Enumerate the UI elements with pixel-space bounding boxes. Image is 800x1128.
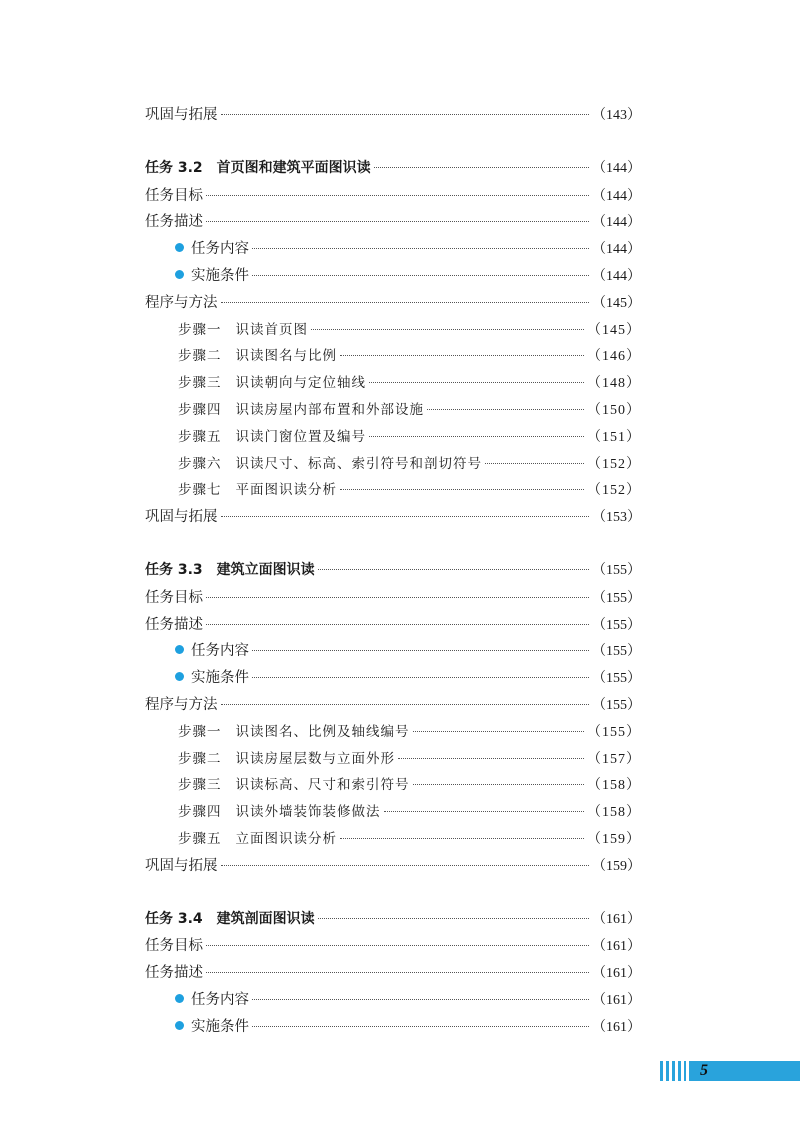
toc-entry-title: 识读尺寸、标高、索引符号和剖切符号 [235, 455, 482, 472]
toc-entry[interactable] [145, 505, 641, 532]
toc-page-number: （144） [592, 268, 641, 284]
dot-leader [221, 703, 590, 705]
dot-leader [384, 810, 585, 812]
dot-leader [398, 757, 584, 759]
bullet-icon [175, 1021, 184, 1030]
toc-entry-title: 识读首页图 [235, 321, 308, 338]
dot-leader [318, 917, 589, 919]
toc-entry[interactable] [145, 800, 641, 827]
toc-entry[interactable] [145, 291, 641, 318]
dot-leader [369, 381, 584, 383]
toc-entry-title: 巩固与拓展 [145, 107, 218, 123]
toc-step-number: 步骤四 [178, 804, 222, 821]
dot-leader [252, 998, 589, 1000]
toc-entry[interactable] [145, 908, 641, 935]
toc-page-number: （153） [592, 510, 641, 526]
toc-page-number: （155） [587, 724, 641, 740]
toc-step-number: 步骤一 [178, 321, 222, 338]
page-number: 5 [700, 1062, 708, 1079]
toc-entry[interactable] [145, 666, 641, 693]
toc-page-number: （148） [587, 376, 641, 392]
toc-step-number: 步骤二 [178, 750, 222, 767]
toc-page-number: （155） [592, 697, 641, 713]
dot-leader [206, 623, 589, 625]
toc-entry-title: 任务 3.3 建筑立面图识读 [145, 561, 315, 578]
toc-entry-title: 程序与方法 [145, 696, 218, 713]
toc-entry-title: 任务目标 [145, 589, 203, 606]
toc-entry[interactable] [145, 1015, 641, 1042]
toc-step-number: 步骤五 [178, 830, 222, 847]
toc-page-number: （144） [592, 215, 641, 231]
toc-entry[interactable] [145, 210, 641, 237]
page-footer [660, 1061, 800, 1081]
table-of-contents [145, 103, 641, 1042]
dot-leader [374, 166, 589, 168]
toc-entry[interactable] [145, 184, 641, 211]
toc-step-number: 步骤六 [178, 455, 222, 472]
toc-entry[interactable] [145, 613, 641, 640]
toc-page-number: （157） [587, 751, 641, 767]
toc-step-number: 步骤五 [178, 428, 222, 445]
dot-leader [252, 676, 589, 678]
toc-entry[interactable] [145, 988, 641, 1015]
toc-page-number: （158） [587, 805, 641, 821]
toc-entry[interactable] [145, 398, 641, 425]
toc-entry-title: 识读房屋层数与立面外形 [235, 750, 395, 767]
toc-page-number: （161） [592, 1019, 641, 1035]
toc-page-number: （161） [592, 939, 641, 955]
dot-leader [206, 944, 589, 946]
dot-leader [427, 408, 584, 410]
dot-leader [206, 194, 589, 196]
dot-leader [311, 328, 584, 330]
bullet-icon [175, 645, 184, 654]
toc-entry-title: 实施条件 [191, 670, 249, 687]
toc-entry-title: 任务目标 [145, 938, 203, 955]
toc-entry[interactable] [145, 478, 641, 505]
toc-entry-title: 实施条件 [191, 267, 249, 284]
toc-page-number: （145） [592, 295, 641, 311]
toc-entry[interactable] [145, 157, 641, 184]
toc-entry[interactable] [145, 371, 641, 398]
toc-page-number: （155） [592, 644, 641, 660]
toc-entry-title: 任务内容 [191, 643, 249, 660]
toc-step-number: 步骤二 [178, 348, 222, 365]
dot-leader [340, 354, 584, 356]
toc-page-number: （144） [592, 188, 641, 204]
toc-entry-title: 任务描述 [145, 214, 203, 231]
toc-entry-title: 任务描述 [145, 616, 203, 633]
dot-leader [206, 596, 589, 598]
toc-entry[interactable] [145, 747, 641, 774]
toc-entry-title: 识读门窗位置及编号 [235, 428, 366, 445]
dot-leader [206, 971, 589, 973]
dot-leader [413, 730, 585, 732]
toc-step-number: 步骤四 [178, 401, 222, 418]
toc-page-number: （150） [587, 402, 641, 418]
dot-leader [206, 220, 589, 222]
toc-page-number: （161） [592, 966, 641, 982]
toc-entry[interactable] [145, 237, 641, 264]
toc-page-number: （155） [592, 562, 641, 578]
toc-entry[interactable] [145, 586, 641, 613]
dot-leader [221, 515, 590, 517]
toc-entry[interactable] [145, 452, 641, 479]
toc-page-number: （144） [592, 160, 641, 176]
toc-page-number: （159） [587, 831, 641, 847]
toc-entry[interactable] [145, 961, 641, 988]
toc-page-number: （159） [592, 858, 641, 874]
toc-entry[interactable] [145, 827, 641, 854]
toc-page-number: （151） [587, 429, 641, 445]
toc-page-number: （161） [592, 992, 641, 1008]
toc-page-number: （158） [587, 778, 641, 794]
toc-entry-title: 识读房屋内部布置和外部设施 [235, 401, 424, 418]
toc-entry-title: 识读朝向与定位轴线 [235, 375, 366, 392]
toc-entry-title: 任务 3.4 建筑剖面图识读 [145, 910, 315, 927]
toc-page-number: （155） [592, 617, 641, 633]
toc-page-number: （145） [587, 322, 641, 338]
toc-entry[interactable] [145, 693, 641, 720]
toc-page-number: （144） [592, 242, 641, 258]
toc-entry-title: 识读图名与比例 [235, 348, 337, 365]
toc-page-number: （143） [592, 108, 641, 123]
dot-leader [413, 783, 585, 785]
bullet-icon [175, 994, 184, 1003]
toc-entry[interactable] [145, 934, 641, 961]
toc-page-number: （155） [592, 671, 641, 687]
toc-entry[interactable] [145, 720, 641, 747]
toc-entry-title: 巩固与拓展 [145, 857, 218, 874]
toc-step-number: 步骤七 [178, 482, 222, 499]
toc-entry-title: 巩固与拓展 [145, 509, 218, 526]
toc-entry-title: 程序与方法 [145, 294, 218, 311]
toc-entry-title: 识读图名、比例及轴线编号 [235, 723, 410, 740]
dot-leader [485, 462, 584, 464]
dot-leader [252, 1025, 589, 1027]
toc-page-number: （161） [592, 911, 641, 927]
dot-leader [252, 649, 589, 651]
toc-page-number: （152） [587, 483, 641, 499]
toc-entry[interactable] [145, 559, 641, 586]
toc-step-number: 步骤一 [178, 723, 222, 740]
toc-entry[interactable] [145, 103, 641, 130]
dot-leader [318, 568, 589, 570]
dot-leader [369, 435, 584, 437]
toc-entry[interactable] [145, 344, 641, 371]
toc-entry-title: 实施条件 [191, 1018, 249, 1035]
dot-leader [252, 247, 589, 249]
dot-leader [340, 837, 584, 839]
toc-entry[interactable] [145, 318, 641, 345]
toc-entry-title: 识读标高、尺寸和索引符号 [235, 777, 410, 794]
toc-page-number: （146） [587, 349, 641, 365]
dot-leader [221, 113, 590, 115]
toc-entry[interactable] [145, 639, 641, 666]
bullet-icon [175, 243, 184, 252]
toc-entry-title: 平面图识读分析 [235, 482, 337, 499]
dot-leader [340, 488, 584, 490]
toc-step-number: 步骤三 [178, 375, 222, 392]
toc-entry-title: 任务 3.2 首页图和建筑平面图识读 [145, 159, 371, 176]
bullet-icon [175, 270, 184, 279]
toc-entry-title: 任务目标 [145, 187, 203, 204]
toc-entry-title: 立面图识读分析 [235, 830, 337, 847]
toc-entry[interactable] [145, 425, 641, 452]
toc-entry[interactable] [145, 264, 641, 291]
dot-leader [221, 301, 590, 303]
toc-entry[interactable] [145, 854, 641, 881]
toc-entry-title: 识读外墙装饰装修做法 [235, 804, 381, 821]
toc-entry-title: 任务内容 [191, 991, 249, 1008]
toc-page-number: （152） [587, 456, 641, 472]
toc-entry-title: 任务内容 [191, 241, 249, 258]
dot-leader [252, 274, 589, 276]
dot-leader [221, 864, 590, 866]
toc-page-number: （155） [592, 590, 641, 606]
bullet-icon [175, 672, 184, 681]
toc-step-number: 步骤三 [178, 777, 222, 794]
toc-entry[interactable] [145, 773, 641, 800]
toc-entry-title: 任务描述 [145, 965, 203, 982]
